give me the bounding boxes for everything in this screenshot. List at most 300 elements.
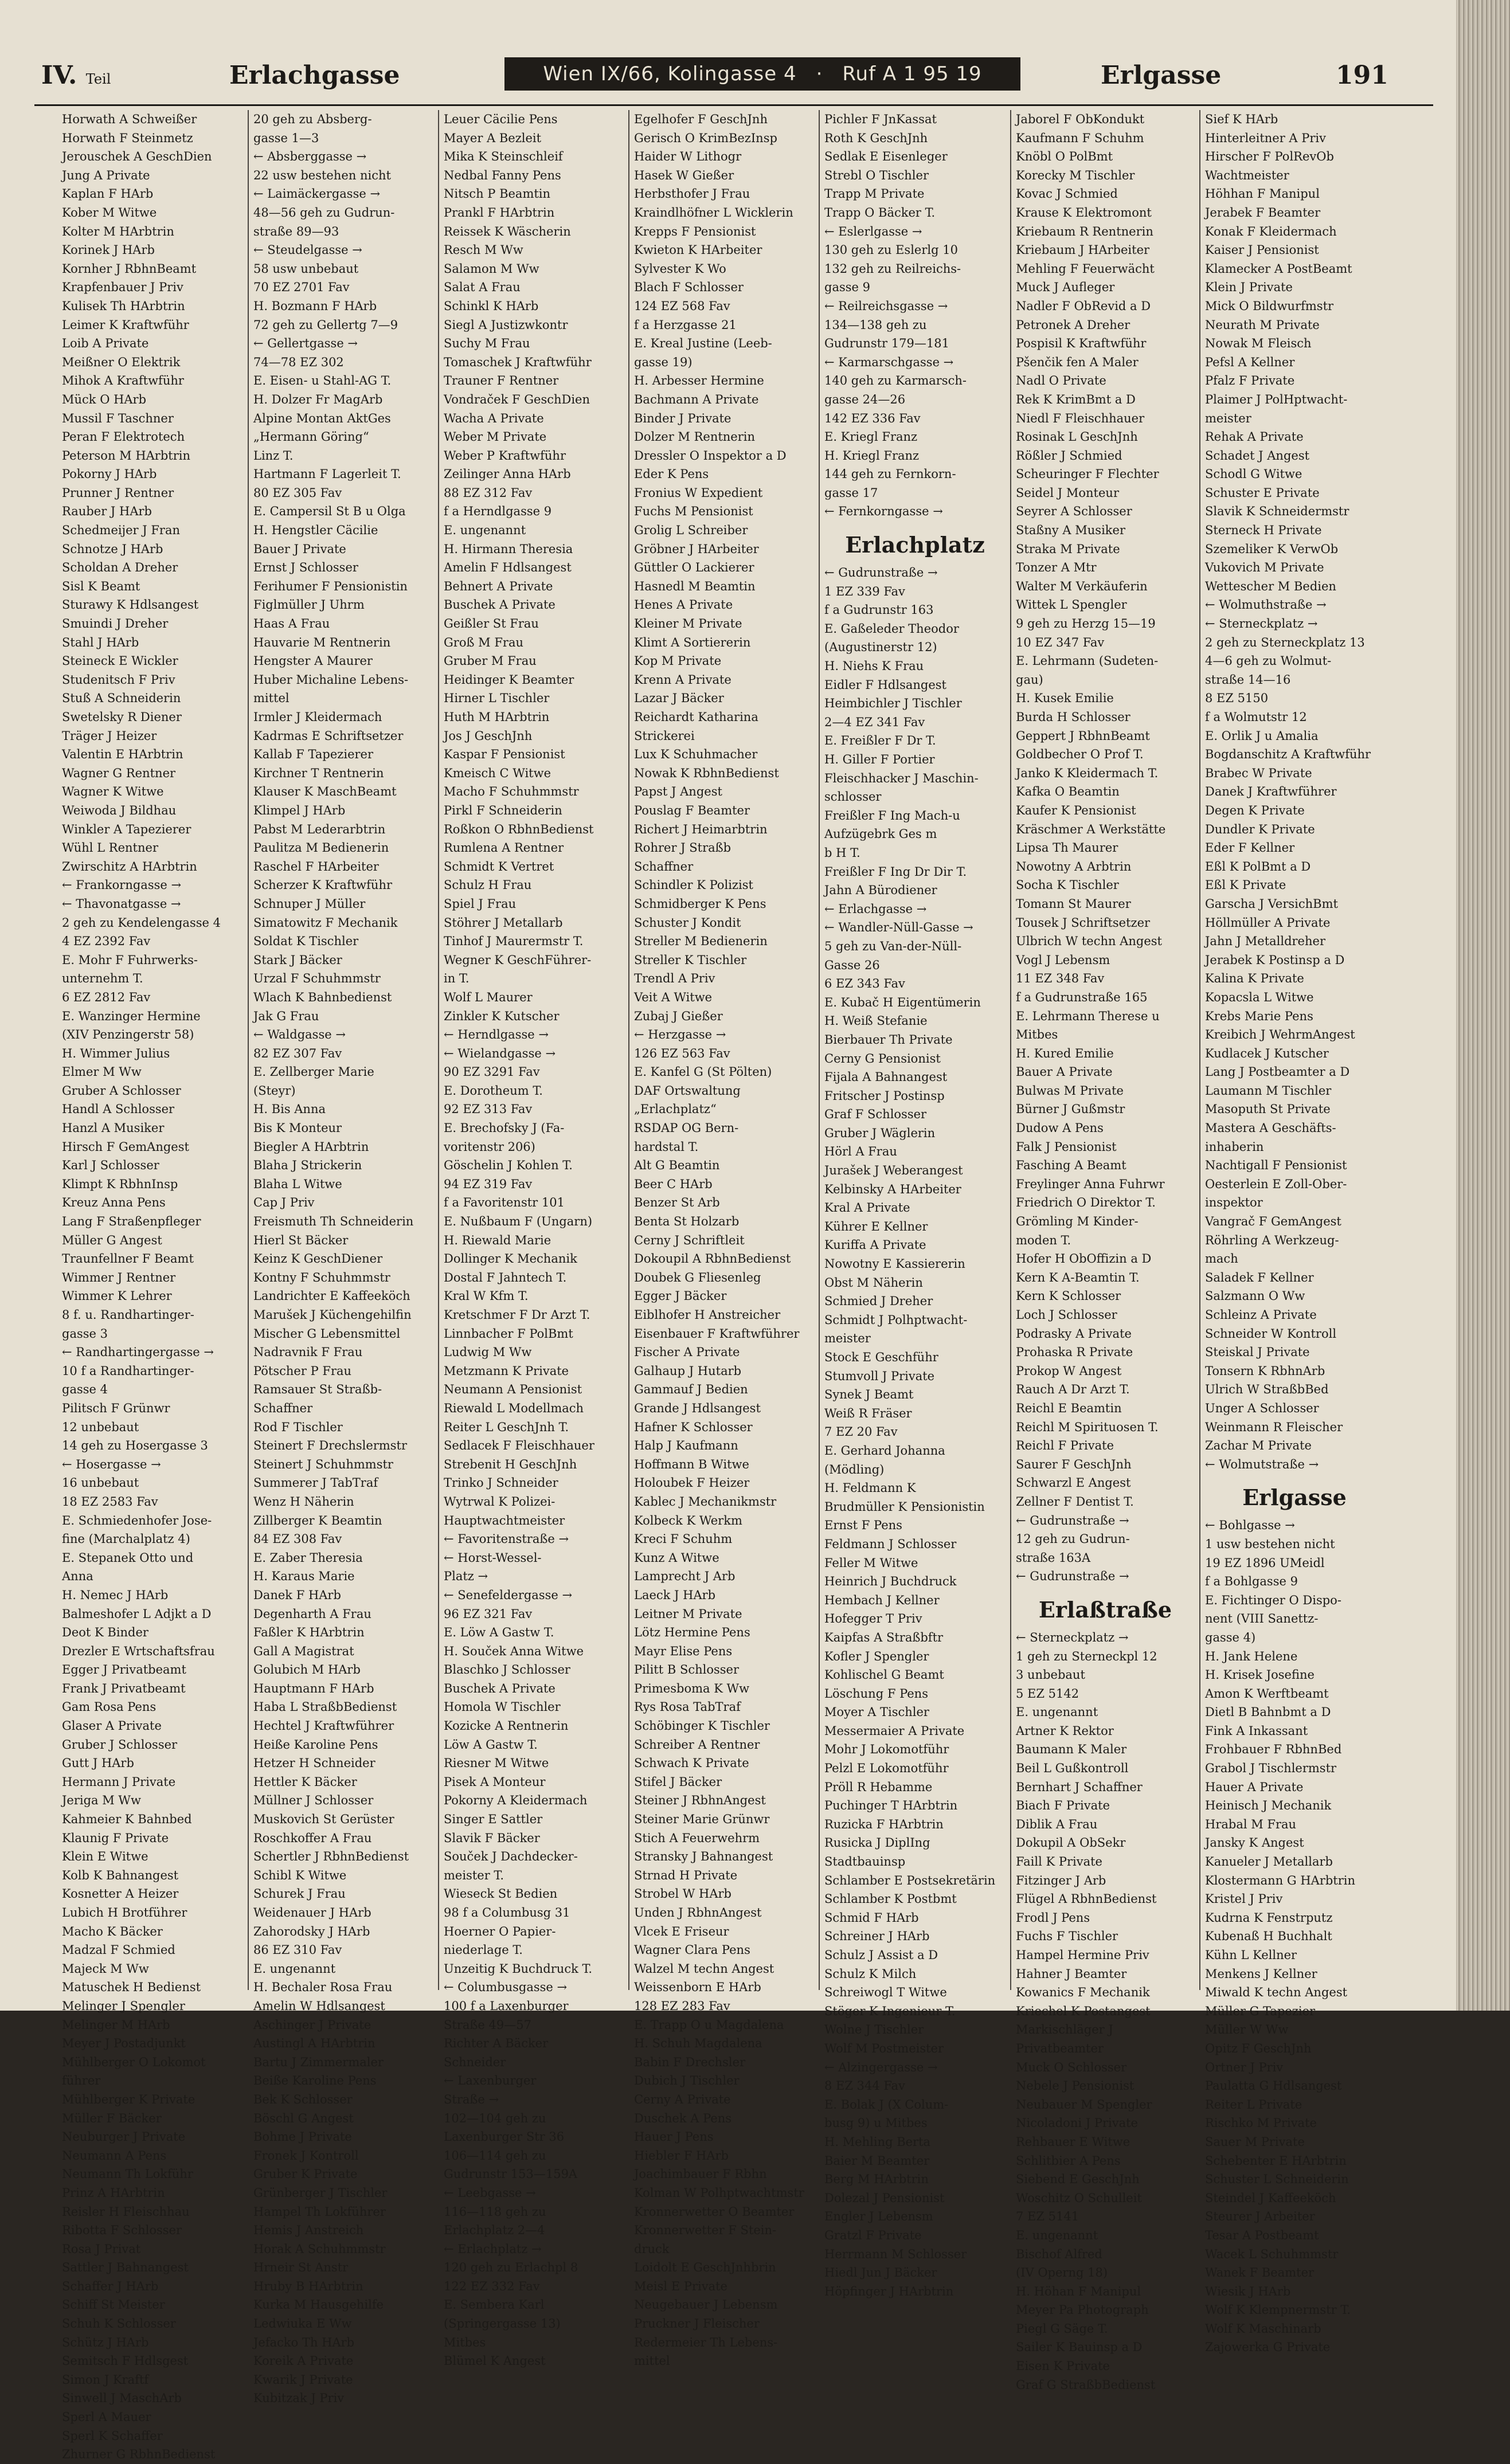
directory-entry: Sief K HArb xyxy=(1205,112,1278,126)
directory-entry: Lubich H Brotführer xyxy=(62,1906,187,1920)
directory-entry: Hörl A Frau xyxy=(824,1145,897,1159)
directory-entry: Steiner Marie Grünwr xyxy=(634,1812,770,1827)
directory-entry: Wagner Clara Pens xyxy=(634,1943,750,1957)
directory-entry: Schreiner J HArb xyxy=(824,1929,930,1944)
directory-entry: Schulz J Assist a D xyxy=(824,1948,938,1962)
directory-entry: Hampel Th Lokführer xyxy=(253,2204,386,2219)
directory-entry: Kristel J Priv xyxy=(1205,1892,1283,1906)
directory-entry: schlosser xyxy=(824,790,882,804)
directory-entry: Vangrač F GemAngest xyxy=(1205,1215,1341,1229)
directory-entry: Sturawy K Hdlsangest xyxy=(62,598,199,612)
directory-entry: Beer C HArb xyxy=(634,1177,713,1191)
directory-entry: Gammauf J Bedien xyxy=(634,1382,748,1397)
directory-entry: E. Lehrmann Therese u xyxy=(1016,1009,1160,1023)
directory-entry: Frank J Privatbeamt xyxy=(62,1681,186,1695)
directory-entry: Elmer M Ww xyxy=(62,1065,142,1079)
directory-entry: H. Bechaler Rosa Frau xyxy=(253,1980,393,1995)
directory-entry: Schertler J RbhnBedienst xyxy=(253,1850,409,1864)
directory-entry: Prinz A HArbtrin xyxy=(62,2185,165,2200)
directory-entry: Kozicke A Rentnerin xyxy=(444,1719,569,1733)
directory-entry: inhaberin xyxy=(1205,1139,1264,1154)
directory-entry: Unden J RbhnAngest xyxy=(634,1906,762,1920)
directory-entry: 130 geh zu Eslerlg 10 xyxy=(824,243,958,257)
directory-entry: Schibl K Witwe xyxy=(253,1868,347,1882)
publisher-separator: · xyxy=(816,62,823,85)
directory-entry: Gröbner J HArbeiter xyxy=(634,542,759,556)
directory-entry: Hetzer H Schneider xyxy=(253,1756,375,1770)
directory-entry: Siegl A Justizwkontr xyxy=(444,318,568,332)
directory-entry: 18 EZ 2583 Fav xyxy=(62,1494,158,1509)
directory-entry: Gam Rosa Pens xyxy=(62,1700,157,1714)
directory-entry: Ortner J Priv xyxy=(1205,2060,1284,2074)
directory-entry: Tonsern K RbhnArb xyxy=(1205,1364,1325,1378)
directory-entry: H. Bozmann F HArb xyxy=(253,299,377,313)
directory-entry: Reichl E Beamtin xyxy=(1016,1401,1122,1415)
directory-entry: Jerouschek A GeschDien xyxy=(62,150,212,164)
directory-entry: Papst J Angest xyxy=(634,785,722,799)
directory-entry: Mussil F Taschner xyxy=(62,411,174,425)
directory-entry: Mastera A Geschäfts- xyxy=(1205,1121,1336,1135)
directory-entry: Schöbinger K Tischler xyxy=(634,1719,770,1733)
directory-entry: Bierbauer Th Private xyxy=(824,1032,953,1047)
directory-entry: Neugebauer J Lebensm xyxy=(634,2298,778,2312)
directory-entry: 4 EZ 2392 Fav xyxy=(62,934,151,949)
directory-entry: Zellner F Dentist T. xyxy=(1016,1494,1134,1509)
directory-entry: Ribotta F Schlosser xyxy=(62,2223,182,2238)
directory-entry: Karl J Schlosser xyxy=(62,1158,159,1173)
directory-entry: Kral W Kfm T. xyxy=(444,1289,529,1303)
directory-entry: Güttler O Lackierer xyxy=(634,561,754,575)
directory-entry: Groß M Frau xyxy=(444,635,523,649)
directory-entry: Goldbecher O Prof T. xyxy=(1016,747,1144,762)
directory-entry: Danek F HArb xyxy=(253,1588,341,1602)
directory-entry: Beiße Karoline Pens xyxy=(253,2074,377,2088)
directory-entry: Leimer K Kraftwführ xyxy=(62,318,189,332)
directory-entry: H. Wimmer Julius xyxy=(62,1046,170,1060)
directory-entry: Kern K Schlosser xyxy=(1016,1289,1121,1303)
directory-entry: Gruber K Private xyxy=(253,2167,358,2181)
directory-entry: Brudmüller K Pensionistin xyxy=(824,1499,985,1514)
directory-entry: Hasnedl M Beamtin xyxy=(634,579,756,593)
directory-entry: Weidenauer J HArb xyxy=(253,1906,371,1920)
directory-entry: Slavik K Schneidermstr xyxy=(1205,504,1349,519)
directory-entry: Fronek J Kontroll xyxy=(253,2148,359,2163)
directory-entry: Rehbauer E Witwe xyxy=(1016,2134,1130,2149)
directory-entry: Macho K Bäcker xyxy=(62,1924,163,1938)
directory-entry: führer xyxy=(62,2074,101,2088)
directory-entry: Schaffer J HArb xyxy=(62,2279,159,2293)
directory-entry: ← Frankorngasse → xyxy=(62,878,182,892)
directory-entry: Garscha J VersichBmt xyxy=(1205,896,1338,911)
directory-entry: 102—104 geh zu xyxy=(444,2111,546,2125)
directory-entry: Feldmann J Schlosser xyxy=(824,1537,957,1551)
directory-entry: Ramsauer St Straßb- xyxy=(253,1382,382,1397)
directory-entry: Freißler F Ing Mach-u xyxy=(824,808,960,822)
directory-entry: Klauser K MaschBeamt xyxy=(253,785,397,799)
directory-entry: Biegler A HArbtrin xyxy=(253,1139,369,1154)
directory-entry: Rohrer J Straßb xyxy=(634,841,731,855)
directory-entry: Gerisch O KrimBezInsp xyxy=(634,131,777,145)
directory-entry: f a Bohlgasse 9 xyxy=(1205,1574,1298,1589)
directory-entry: Klostermann G HArbtrin xyxy=(1205,1873,1356,1887)
directory-entry: Heinrich J Buchdruck xyxy=(824,1574,957,1589)
directory-entry: Wiesik J HArb xyxy=(1205,2284,1291,2298)
directory-entry: fine (Marchalplatz 4) xyxy=(62,1532,190,1546)
directory-entry: Hasek W Gießer xyxy=(634,168,734,182)
directory-entry: Zachar M Private xyxy=(1205,1439,1312,1453)
directory-entry: Wieseck St Bedien xyxy=(444,1887,558,1901)
directory-entry: Loidolt E GeschJnhbrin xyxy=(634,2261,776,2275)
directory-entry: Krebs Marie Pens xyxy=(1205,1009,1313,1023)
directory-entry: Göschelin J Kohlen T. xyxy=(444,1158,573,1173)
directory-entry: 12 unbebaut xyxy=(62,1420,139,1434)
directory-entry: H. Arbesser Hermine xyxy=(634,374,764,388)
directory-entry: Gruber J Wäglerin xyxy=(824,1126,936,1140)
directory-entry: H. Souček Anna Witwe xyxy=(444,1644,584,1658)
directory-entry: Behnert A Private xyxy=(444,579,553,593)
directory-entry: Nadler F ObRevid a D xyxy=(1016,299,1151,313)
directory-entry: Schwach K Private xyxy=(634,1756,749,1770)
directory-entry: Steindel J Kaffeeköch xyxy=(1205,2191,1336,2205)
directory-entry: Schmidt J Polhptwacht- xyxy=(824,1313,968,1327)
directory-entry: Träger J Heizer xyxy=(62,728,157,743)
directory-entry: 20 geh zu Absberg- xyxy=(253,112,372,126)
directory-entry: 19 EZ 1896 UMeidl xyxy=(1205,1556,1325,1570)
directory-entry: Höhhan F Manipul xyxy=(1205,187,1320,201)
directory-entry: ← Sterneckplatz → xyxy=(1016,1630,1129,1644)
directory-entry: Müller G Tapezier xyxy=(1205,2004,1316,2018)
publisher-address: Wien IX/66, Kolingasse 4 xyxy=(543,62,797,85)
directory-entry: Schuster E Private xyxy=(1205,485,1320,500)
directory-entry: Opitz F GeschJnh xyxy=(1205,2041,1312,2055)
directory-entry: Wanek F Beamter xyxy=(1205,2266,1315,2280)
directory-entry: E. Gaßeleder Theodor xyxy=(824,621,959,636)
directory-entry: Drezler E Wrtschaftsfrau xyxy=(62,1644,215,1658)
directory-entry: Suchy M Frau xyxy=(444,336,530,351)
directory-entry: straße 163A xyxy=(1016,1550,1091,1565)
directory-entry: Summerer J TabTraf xyxy=(253,1476,378,1490)
directory-entry: Austingl A HArbtrin xyxy=(253,2036,375,2051)
directory-entry: Straka M Private xyxy=(1016,542,1120,556)
directory-entry: Kaufer K Pensionist xyxy=(1016,803,1136,817)
directory-entry: Hauvarie M Rentnerin xyxy=(253,635,391,649)
directory-entry: E. Kanfel G (St Pölten) xyxy=(634,1065,772,1079)
directory-entry: gasse 3 xyxy=(62,1326,108,1341)
directory-entry: Kreuz Anna Pens xyxy=(62,1196,166,1210)
directory-entry: Sinwell J MaschArb xyxy=(62,2391,182,2406)
directory-entry: Schurek J Frau xyxy=(253,1887,346,1901)
directory-entry: Schlamber K Postbmt xyxy=(824,1892,957,1906)
directory-entry: Gudrunstr 179—181 xyxy=(824,336,949,351)
directory-entry: Steiskal J Private xyxy=(1205,1345,1310,1360)
directory-entry: H. Riewald Marie xyxy=(444,1233,551,1247)
directory-entry: Freismuth Th Schneiderin xyxy=(253,1215,414,1229)
directory-entry: Hauptwachtmeister xyxy=(444,1513,565,1527)
directory-entry: ← Herzgasse → xyxy=(634,1028,726,1042)
directory-entry: Jefacko Th HArb xyxy=(253,2335,355,2349)
directory-entry: Prankl F HArbtrin xyxy=(444,205,555,220)
directory-entry: Jeriga M Ww xyxy=(62,1793,141,1808)
directory-entry: Egger J Bäcker xyxy=(634,1289,727,1303)
directory-entry: Sperl K Schaffer xyxy=(62,2428,163,2443)
directory-entry: gasse 19) xyxy=(634,355,693,369)
directory-entry: Blaha J Strickerin xyxy=(253,1158,362,1173)
directory-entry: Faill K Private xyxy=(1016,1855,1102,1869)
directory-entry: Hafner K Schlosser xyxy=(634,1420,753,1434)
directory-entry: unternehm T. xyxy=(62,972,143,986)
directory-entry: Korinek J HArb xyxy=(62,243,155,257)
directory-entry: Singer E Sattler xyxy=(444,1812,543,1827)
directory-entry: Schütz J HArb xyxy=(62,2335,149,2349)
directory-entry: 140 geh zu Karmarsch- xyxy=(824,374,967,388)
directory-entry: Mika K Steinschleif xyxy=(444,150,563,164)
directory-entry: Bis K Monteur xyxy=(253,1121,342,1135)
directory-entry: f a Favoritenstr 101 xyxy=(444,1196,565,1210)
directory-entry: Fasching A Beamt xyxy=(1016,1158,1126,1173)
directory-entry: Kovac J Schmied xyxy=(1016,187,1118,201)
directory-entry: Mohr J Lokomotführ xyxy=(824,1742,949,1757)
directory-entry: Kadrmas E Schriftsetzer xyxy=(253,728,404,743)
directory-entry: Zinkler K Kutscher xyxy=(444,1009,560,1023)
directory-entry: 94 EZ 319 Fav xyxy=(444,1177,533,1191)
directory-entry: Loch J Schlosser xyxy=(1016,1308,1117,1322)
street-section-heading: Erlachplatz xyxy=(845,532,985,558)
directory-entry: Sperl A Mauer xyxy=(62,2410,151,2424)
directory-entry: (Steyr) xyxy=(253,1083,296,1098)
directory-entry: Kaufmann F Schuhm xyxy=(1016,131,1144,145)
directory-entry: E. Zellberger Marie xyxy=(253,1065,374,1079)
directory-entry: Wolf L Maurer xyxy=(444,990,533,1004)
directory-entry: Müller F Bäcker xyxy=(62,2111,162,2125)
directory-entry: 90 EZ 3291 Fav xyxy=(444,1065,540,1079)
directory-entry: E. Sembera Karl xyxy=(444,2298,545,2312)
directory-entry: Feller M Witwe xyxy=(824,1556,918,1570)
directory-entry: Zahorodsky J HArb xyxy=(253,1924,370,1938)
directory-entry: Sterneck H Private xyxy=(1205,523,1322,538)
directory-entry: Keinz K GeschDiener xyxy=(253,1252,383,1266)
directory-entry: Schindler K Polizist xyxy=(634,878,753,892)
directory-entry: Oesterlein E Zoll-Ober- xyxy=(1205,1177,1347,1191)
directory-entry: ← Fernkorngasse → xyxy=(824,504,943,519)
directory-entry: Laeck J HArb xyxy=(634,1588,716,1602)
directory-entry: ← Sterneckplatz → xyxy=(1205,617,1318,631)
directory-entry: Krapfenbauer J Priv xyxy=(62,280,183,295)
directory-entry: Neubauer M Spengler xyxy=(1016,2097,1152,2112)
directory-entry: Meisl E Private xyxy=(634,2279,727,2293)
directory-entry: Peran F Elektrotech xyxy=(62,430,185,444)
directory-entry: Steiner J RbhnAngest xyxy=(634,1793,766,1808)
directory-entry: Müllner J Schlosser xyxy=(253,1793,374,1808)
directory-entry: Bogdanschitz A Kraftwführ xyxy=(1205,747,1371,762)
directory-entry: Richert J Heimarbtrin xyxy=(634,822,768,836)
directory-entry: Winkler A Tapezierer xyxy=(62,822,191,836)
directory-entry: 6 EZ 2812 Fav xyxy=(62,990,151,1004)
directory-entry: Zillberger K Beamtin xyxy=(253,1513,382,1527)
directory-entry: Trauner F Rentner xyxy=(444,374,559,388)
directory-entry: Rumlena A Rentner xyxy=(444,841,564,855)
directory-entry: Kronnerwetter O Beamter xyxy=(634,2204,795,2219)
directory-entry: Hauptmann F HArb xyxy=(253,1681,374,1695)
directory-entry: Mischer G Lebensmittel xyxy=(253,1326,401,1341)
directory-entry: Weber P Kraftwführ xyxy=(444,448,566,463)
directory-entry: Benta St Holzarb xyxy=(634,1215,740,1229)
directory-entry: H. Dolzer Fr MagArb xyxy=(253,392,383,406)
directory-entry: Kräschmer A Werkstätte xyxy=(1016,822,1166,836)
directory-entry: 98 f a Columbusg 31 xyxy=(444,1906,570,1920)
directory-entry: Klimt A Sortiererin xyxy=(634,635,751,649)
directory-entry: Blaschko J Schlosser xyxy=(444,1663,570,1677)
directory-entry: E. Campersil St B u Olga xyxy=(253,504,406,519)
directory-entry: Degenharth A Frau xyxy=(253,1607,371,1621)
directory-entry: in T. xyxy=(444,972,470,986)
directory-entry: Hauer A Private xyxy=(1205,1780,1304,1794)
directory-entry: Lötz Hermine Pens xyxy=(634,1625,750,1640)
directory-entry: Fink A Inkassant xyxy=(1205,1723,1308,1738)
directory-entry: Slavik F Bäcker xyxy=(444,1831,540,1845)
directory-entry: Sedlak E Eisenleger xyxy=(824,150,948,164)
directory-entry: Muck O Schlosser xyxy=(1016,2060,1127,2074)
directory-entry: Buschek A Private xyxy=(444,1681,556,1695)
directory-entry: Stadtbauinsp xyxy=(824,1855,906,1869)
directory-entry: Hofegger T Priv xyxy=(824,1612,922,1626)
directory-entry: Piegl G Säge T. xyxy=(1016,2321,1108,2336)
directory-entry: Pilitsch F Grünwr xyxy=(62,1401,170,1415)
directory-entry: Handl A Schlosser xyxy=(62,1102,175,1117)
directory-entry: Dundler K Private xyxy=(1205,822,1315,836)
directory-entry: Hirscher F PolRevOb xyxy=(1205,150,1334,164)
directory-entry: Steineck E Wickler xyxy=(62,654,178,668)
directory-entry: Hettler K Bäcker xyxy=(253,1774,357,1789)
directory-entry: Stuß A Schneiderin xyxy=(62,691,181,706)
directory-entry: Schaffner xyxy=(253,1401,313,1415)
directory-entry: Hrneir St Anstr xyxy=(253,2261,349,2275)
directory-entry: Zhurner G RbhnBedienst xyxy=(62,2447,216,2462)
directory-entry: Amelin F Hdlsangest xyxy=(444,561,572,575)
directory-entry: Mayer A Bezleit xyxy=(444,131,542,145)
directory-entry: E. ungenannt xyxy=(444,523,526,538)
directory-entry: Wacha A Private xyxy=(444,411,544,425)
directory-entry: Nadl O Private xyxy=(1016,374,1106,388)
directory-entry: Neumann A Pensionist xyxy=(444,1382,582,1397)
directory-entry: ← Wolmuthstraße → xyxy=(1205,598,1327,612)
directory-entry: (IV Operng 18) xyxy=(1016,2266,1108,2280)
directory-entry: f a Gudrunstraße 165 xyxy=(1016,990,1148,1004)
directory-entry: mittel xyxy=(253,691,290,706)
directory-entry: 22 usw bestehen nicht xyxy=(253,168,391,182)
directory-entry: Stöhrer J Metallarb xyxy=(444,915,563,930)
directory-entry: Lamprecht J Arb xyxy=(634,1569,736,1584)
directory-entry: Nowak M Fleisch xyxy=(1205,336,1312,351)
directory-entry: Bauer J Private xyxy=(253,542,346,556)
directory-entry: Kowanics F Mechanik xyxy=(1016,1985,1150,2000)
directory-entry: 3 unbebaut xyxy=(1016,1668,1085,1682)
directory-entry: Kofler J Spengler xyxy=(824,1649,929,1663)
directory-entry: ← Waldgasse → xyxy=(253,1028,346,1042)
directory-entry: Dietl B Bahnbmt a D xyxy=(1205,1705,1331,1719)
directory-entry: Podrasky A Private xyxy=(1016,1326,1132,1341)
directory-entry: Hirsch F GemAngest xyxy=(62,1139,189,1154)
directory-entry: H. Jank Helene xyxy=(1205,1649,1298,1663)
directory-entry: Puchinger T HArbtrin xyxy=(824,1799,958,1813)
directory-entry: Hembach J Kellner xyxy=(824,1593,940,1607)
directory-entry: Dudow A Pens xyxy=(1016,1121,1104,1135)
directory-entry: Löw A Gastw T. xyxy=(444,1737,538,1752)
directory-entry: Kubitzak J Priv xyxy=(253,2391,345,2406)
page-header xyxy=(34,53,1433,106)
directory-entry: Glaser A Private xyxy=(62,1719,162,1733)
directory-entry: ← Gudrunstraße → xyxy=(1016,1569,1129,1584)
directory-entry: Kohlischel G Beamt xyxy=(824,1668,944,1682)
directory-entry: Gudrunstr 153—159A xyxy=(444,2167,578,2181)
directory-entry: Melinger M HArb xyxy=(62,2018,170,2032)
directory-entry: Fleischhacker J Maschin- xyxy=(824,771,979,785)
directory-entry: Fijala A Bahnangest xyxy=(824,1070,948,1084)
directory-entry: Heidinger K Beamter xyxy=(444,672,574,687)
directory-entry: E. Dorotheum T. xyxy=(444,1083,543,1098)
directory-entry: Linz T. xyxy=(253,448,294,463)
directory-entry: Stich A Feuerwehrm xyxy=(634,1831,760,1845)
directory-entry: 106—114 geh zu xyxy=(444,2148,546,2163)
directory-entry: Eßl K Private xyxy=(1205,878,1286,892)
directory-entry: Laumann M Tischler xyxy=(1205,1083,1332,1098)
directory-entry: Wolf K Maschinarb xyxy=(1205,2321,1321,2336)
directory-entry: Jurašek J Weberangest xyxy=(824,1164,963,1178)
directory-entry: Wytrwal K Polizei- xyxy=(444,1494,556,1509)
directory-entry: Landrichter E Kaffeeköch xyxy=(253,1289,410,1303)
directory-entry: Fuchs F Tischler xyxy=(1016,1929,1118,1944)
directory-entry: Nedbal Fanny Pens xyxy=(444,168,561,182)
column-2 xyxy=(248,110,438,2406)
directory-entry: 4—6 geh zu Wolmut- xyxy=(1205,654,1332,668)
directory-entry: voritenstr 206) xyxy=(444,1139,535,1154)
directory-entry: 6 EZ 343 Fav xyxy=(824,977,905,991)
directory-entry: H. Schuh Magdalena xyxy=(634,2036,762,2051)
directory-entry: Schmied J Dreher xyxy=(824,1294,933,1309)
directory-entry: Mick O Bildwurfmstr xyxy=(1205,299,1334,313)
directory-entry: Egelhofer F GeschJnh xyxy=(634,112,768,126)
directory-entry: Reichl M Spirituosen T. xyxy=(1016,1420,1159,1434)
directory-entry: 134—138 geh zu xyxy=(824,318,927,332)
directory-entry: Sylvester K Wo xyxy=(634,261,726,276)
directory-entry: E. ungenannt xyxy=(1016,2228,1098,2242)
directory-entry: Doubek G Fliesenleg xyxy=(634,1270,761,1284)
directory-entry: E. Kriegl Franz xyxy=(824,430,918,444)
directory-entry: Lux K Schuhmacher xyxy=(634,747,758,762)
directory-entry: Vlcek E Friseur xyxy=(634,1924,729,1938)
directory-entry: Kaspar F Pensionist xyxy=(444,747,565,762)
directory-entry: Kronnerwetter F Stein- xyxy=(634,2223,777,2238)
directory-entry: Stock E Geschführ xyxy=(824,1350,938,1364)
directory-entry: Burda H Schlosser xyxy=(1016,710,1130,724)
directory-entry: Huber Michaline Lebens- xyxy=(253,672,409,687)
directory-entry: Rek K KrimBmt a D xyxy=(1016,392,1136,406)
directory-entry: Raschel F HArbeiter xyxy=(253,859,379,873)
directory-entry: Dokoupil A RbhnBedienst xyxy=(634,1252,791,1266)
directory-entry: Rys Rosa TabTraf xyxy=(634,1700,741,1714)
directory-entry: Roth K GeschJnh xyxy=(824,131,928,145)
directory-entry: 132 geh zu Reilreichs- xyxy=(824,261,961,276)
directory-entry: Saurer F GeschJnh xyxy=(1016,1457,1132,1471)
directory-entry: Prokop W Angest xyxy=(1016,1364,1122,1378)
directory-entry: Synek J Beamt xyxy=(824,1388,914,1402)
directory-entry: Schaffner xyxy=(634,859,694,873)
directory-entry: Konak F Kleidermach xyxy=(1205,224,1337,238)
directory-entry: gasse 24—26 xyxy=(824,392,906,406)
directory-entry: Hinterleitner A Priv xyxy=(1205,131,1327,145)
directory-entry: Grabol J Tischlermstr xyxy=(1205,1761,1337,1776)
directory-entry: Pruckner J Fleischer xyxy=(634,2317,760,2331)
directory-entry: Kriebaum R Rentnerin xyxy=(1016,224,1153,238)
